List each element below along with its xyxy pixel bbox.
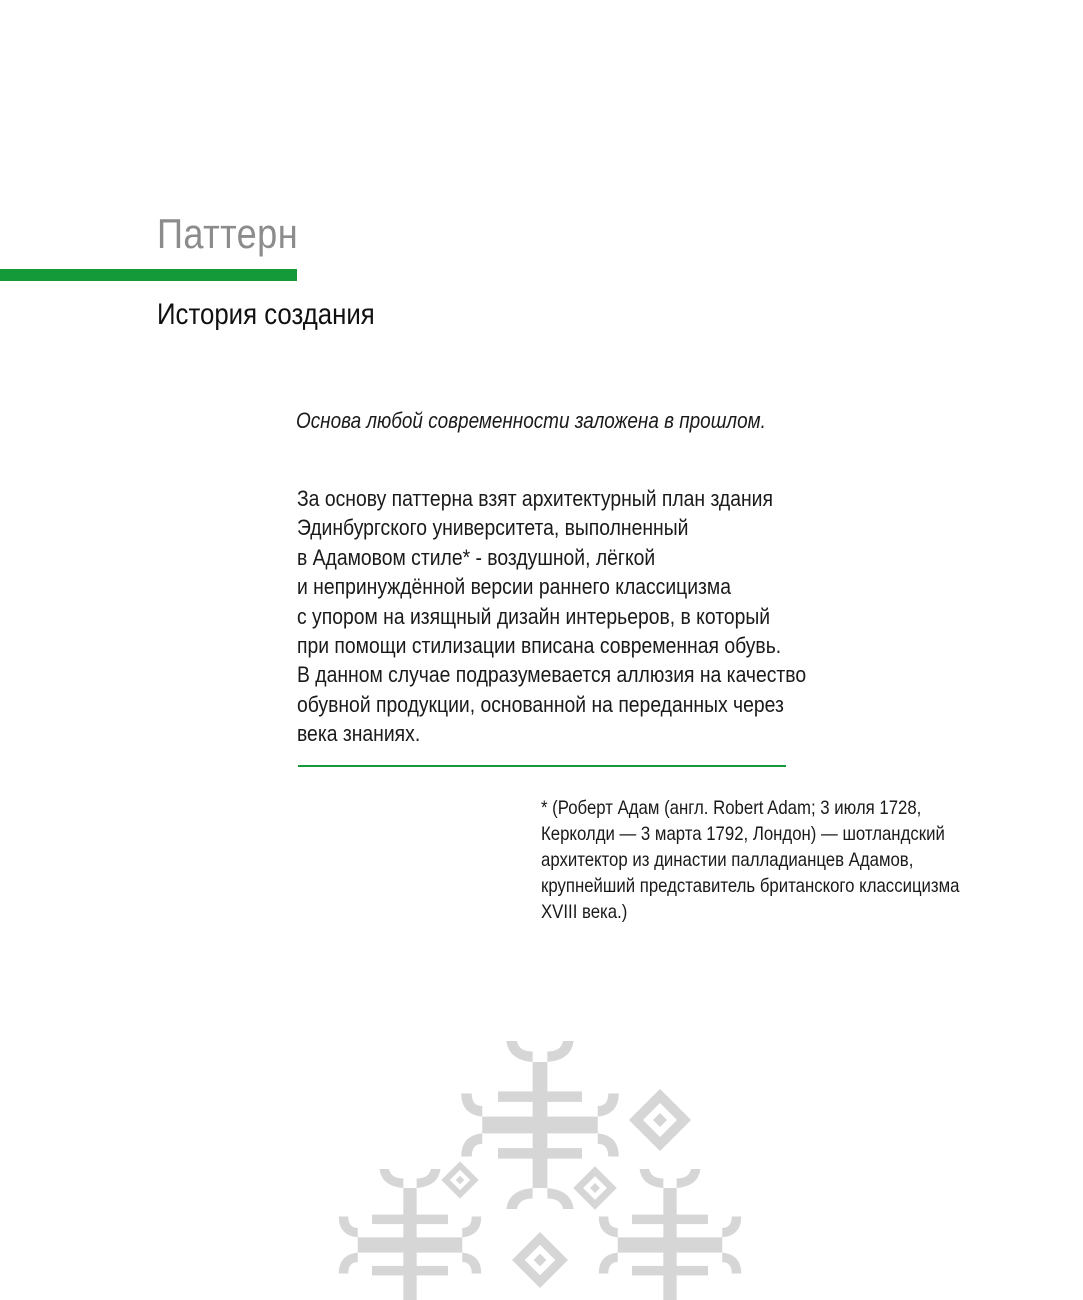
body-line: в Адамовом стиле* - воздушной, лёгкой [297, 544, 656, 570]
subtitle: История создания [157, 298, 375, 331]
body-line: века знаниях. [297, 721, 421, 747]
green-accent-bar [0, 269, 297, 281]
pattern-ornament-icon [330, 1030, 760, 1300]
epigraph: Основа любой современности заложена в прошлом. [296, 408, 766, 433]
footnote [541, 795, 959, 925]
footnote-line: * (Роберт Адам (англ. Robert Adam; 3 июля 1728, [541, 797, 922, 819]
footnote-line: XVIII века.) [541, 901, 628, 923]
footnote-line: архитектор из династии палладианцев Адамов, [541, 849, 914, 871]
body-line: В данном случае подразумевается аллюзия на качество [297, 662, 807, 688]
section-title: Паттерн [157, 210, 299, 257]
body-line: и непринуждённой версии раннего классицизма [297, 574, 731, 600]
footnote-line: Керколди — 3 марта 1792, Лондон) — шотландский [541, 823, 945, 845]
body-line: с упором на изящный дизайн интерьеров, в который [297, 603, 771, 629]
footnote-line: крупнейший представитель британского классицизма [541, 875, 960, 897]
body-paragraph [297, 484, 806, 749]
body-line: обувной продукции, основанной на переданных через [297, 691, 784, 717]
green-divider [298, 765, 786, 767]
body-line: Эдинбургского университета, выполненный [297, 515, 689, 541]
body-line: За основу паттерна взят архитектурный план здания [297, 486, 773, 511]
body-line: при помощи стилизации вписана современная обувь. [297, 633, 782, 659]
